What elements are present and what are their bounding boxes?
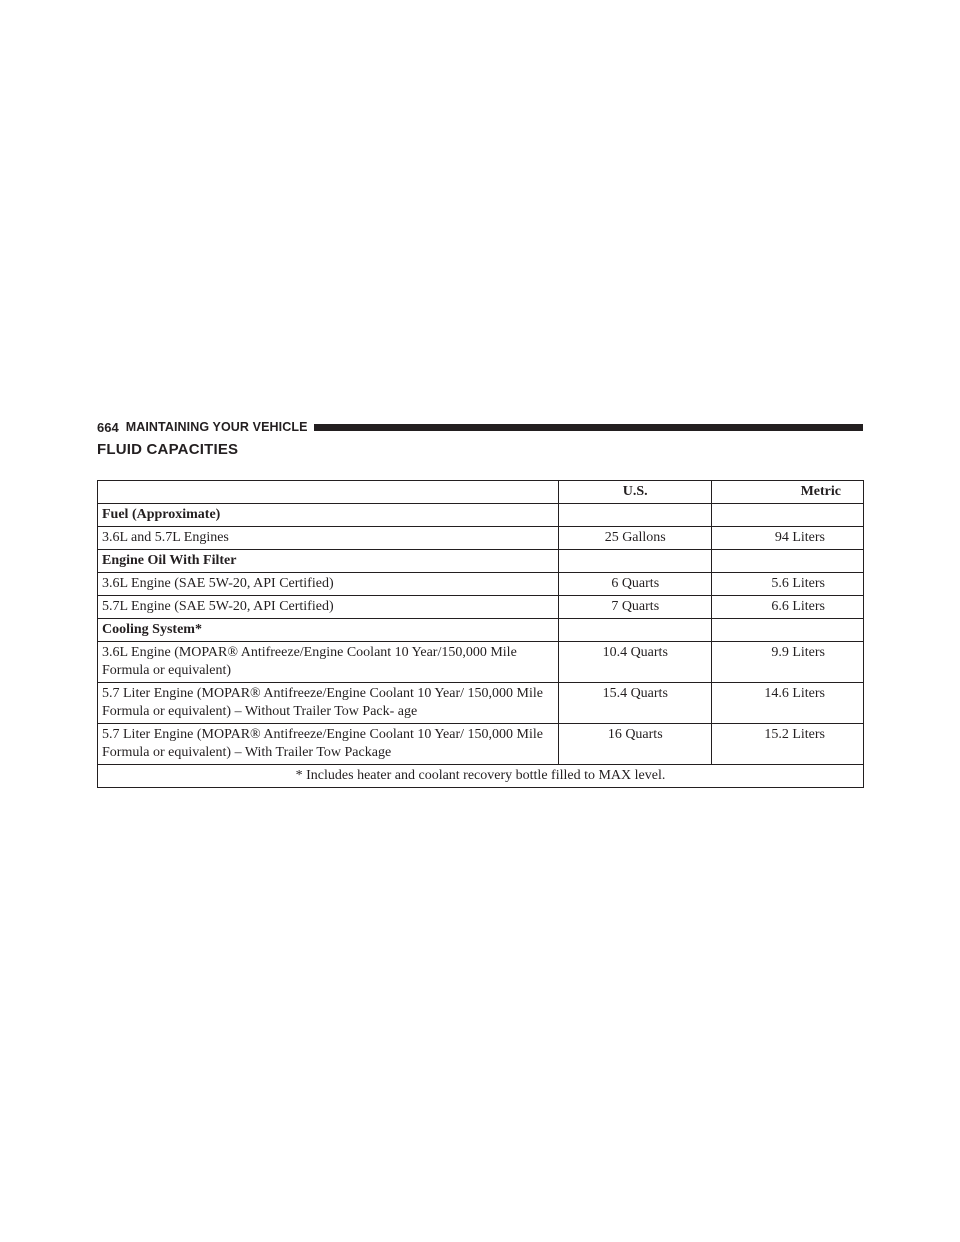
table-row [98,504,864,527]
row-label: 5.7L Engine (SAE 5W-20, API Certified) [98,596,559,619]
table-row [98,596,864,619]
table-row [98,550,864,573]
table-row [98,573,864,596]
row-metric-value: 14.6 Liters [712,683,864,724]
page-title: FLUID CAPACITIES [97,441,239,458]
row-label: Cooling System* [98,619,559,642]
row-metric-value: 6.6 Liters [712,596,864,619]
table-header-row [98,481,864,504]
row-us-value [559,550,712,573]
row-metric-value [712,550,864,573]
row-metric-value [712,619,864,642]
table-row [98,527,864,550]
header-cell-metric: Metric [712,481,864,504]
header-cell-description [98,481,559,504]
row-us-value [559,619,712,642]
fluid-capacities-table [97,480,864,788]
row-label: 5.7 Liter Engine (MOPAR® Antifreeze/Engine Coolant 10 Year/ 150,000 Mile Formula or equivalent) – Without Trailer Tow Pack- age [98,683,559,724]
table-row [98,619,864,642]
table-footnote-row [98,765,864,788]
table-footnote: * Includes heater and coolant recovery bottle filled to MAX level. [98,765,864,788]
header-rule [314,424,863,431]
row-label: Fuel (Approximate) [98,504,559,527]
row-us-value: 6 Quarts [559,573,712,596]
table-row [98,642,864,683]
row-label: 3.6L and 5.7L Engines [98,527,559,550]
section-title: MAINTAINING YOUR VEHICLE [125,420,308,434]
page-number: 664 [97,419,119,435]
row-us-value [559,504,712,527]
row-label: 3.6L Engine (SAE 5W-20, API Certified) [98,573,559,596]
row-metric-value: 15.2 Liters [712,724,864,765]
row-label: 5.7 Liter Engine (MOPAR® Antifreeze/Engine Coolant 10 Year/ 150,000 Mile Formula or equivalent) – With Trailer Tow Package [98,724,559,765]
row-metric-value: 5.6 Liters [712,573,864,596]
row-us-value: 10.4 Quarts [559,642,712,683]
row-us-value: 7 Quarts [559,596,712,619]
header-cell-us: U.S. [559,481,712,504]
row-metric-value: 94 Liters [712,527,864,550]
row-us-value: 16 Quarts [559,724,712,765]
row-metric-value: 9.9 Liters [712,642,864,683]
row-us-value: 15.4 Quarts [559,683,712,724]
table-row [98,683,864,724]
row-label: Engine Oil With Filter [98,550,559,573]
row-metric-value [712,504,864,527]
row-us-value: 25 Gallons [559,527,712,550]
page-header [97,419,863,435]
table-row [98,724,864,765]
row-label: 3.6L Engine (MOPAR® Antifreeze/Engine Coolant 10 Year/150,000 Mile Formula or equivalent) [98,642,559,683]
